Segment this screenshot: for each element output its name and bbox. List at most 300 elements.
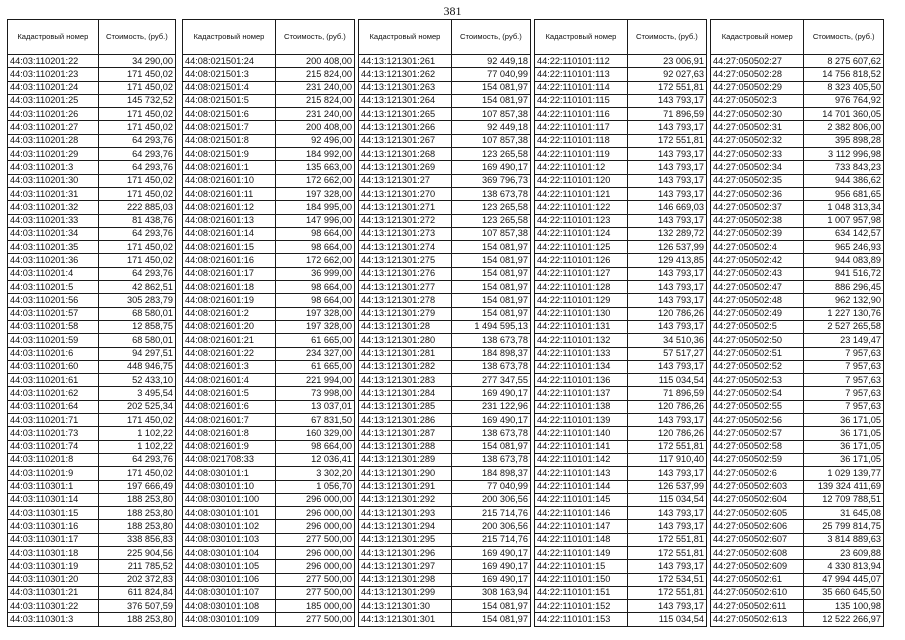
cadastral-number-cell: 44:08:021601:6 <box>183 400 276 413</box>
cost-cell: 941 516,72 <box>804 267 884 280</box>
cost-cell: 154 081,97 <box>451 613 530 626</box>
cost-cell: 172 551,81 <box>627 586 706 599</box>
table-row <box>8 320 176 333</box>
cadastral-number-cell: 44:13:121301:270 <box>359 187 452 200</box>
table-row <box>183 347 355 360</box>
table-row <box>535 560 707 573</box>
cadastral-number-cell: 44:08:021601:9 <box>183 440 276 453</box>
cost-cell: 154 081,97 <box>451 241 530 254</box>
cost-cell: 143 793,17 <box>627 507 706 520</box>
cost-cell: 64 293,76 <box>98 267 175 280</box>
cost-cell: 171 450,02 <box>98 254 175 267</box>
cadastral-number-cell: 44:03:110201:29 <box>8 148 99 161</box>
cost-cell: 94 297,51 <box>98 347 175 360</box>
table-row <box>8 294 176 307</box>
cadastral-number-cell: 44:13:121301:268 <box>359 148 452 161</box>
cadastral-number-cell: 44:13:121301:296 <box>359 546 452 559</box>
table-row <box>711 613 884 626</box>
cadastral-number-cell: 44:03:110201:28 <box>8 134 99 147</box>
cost-cell: 42 862,51 <box>98 281 175 294</box>
cost-cell: 172 551,81 <box>627 546 706 559</box>
cadastral-number-cell: 44:22:110101:146 <box>535 507 628 520</box>
table-row <box>8 586 176 599</box>
table-row <box>711 81 884 94</box>
table-row <box>8 68 176 81</box>
cadastral-number-cell: 44:08:030101:104 <box>183 546 276 559</box>
cadastral-number-cell: 44:27:050502:32 <box>711 134 804 147</box>
cost-cell: 221 994,00 <box>275 374 354 387</box>
cost-cell: 185 000,00 <box>275 600 354 613</box>
cost-cell: 169 490,17 <box>451 560 530 573</box>
cost-cell: 965 246,93 <box>804 241 884 254</box>
header-cadastral-number: Кадастровый номер <box>535 20 628 55</box>
table-row <box>359 453 531 466</box>
table-row <box>535 533 707 546</box>
table-row <box>183 94 355 107</box>
table-row <box>183 334 355 347</box>
table-row <box>535 254 707 267</box>
cadastral-number-cell: 44:27:050502:608 <box>711 546 804 559</box>
cost-cell: 34 290,00 <box>98 55 175 68</box>
cadastral-number-cell: 44:03:110201:57 <box>8 307 99 320</box>
cost-cell: 92 027,63 <box>627 68 706 81</box>
table-row <box>183 187 355 200</box>
cost-cell: 71 896,59 <box>627 108 706 121</box>
cadastral-number-cell: 44:27:050502:42 <box>711 254 804 267</box>
cadastral-number-cell: 44:13:121301:272 <box>359 214 452 227</box>
cost-cell: 369 796,73 <box>451 174 530 187</box>
cadastral-number-cell: 44:22:110101:144 <box>535 480 628 493</box>
cadastral-number-cell: 44:27:050502:57 <box>711 427 804 440</box>
cost-cell: 138 673,78 <box>451 360 530 373</box>
cadastral-number-cell: 44:27:050502:607 <box>711 533 804 546</box>
table-row <box>8 81 176 94</box>
cost-cell: 143 793,17 <box>627 360 706 373</box>
cost-cell: 64 293,76 <box>98 148 175 161</box>
table-row <box>359 360 531 373</box>
cost-cell: 338 856,83 <box>98 533 175 546</box>
cadastral-number-cell: 44:22:110101:118 <box>535 134 628 147</box>
cadastral-number-cell: 44:08:021601:5 <box>183 387 276 400</box>
table-row <box>183 254 355 267</box>
cadastral-number-cell: 44:27:050502:613 <box>711 613 804 626</box>
cadastral-number-cell: 44:27:050502:56 <box>711 414 804 427</box>
cost-cell: 25 799 814,75 <box>804 520 884 533</box>
table-row <box>359 546 531 559</box>
cost-cell: 1 102,22 <box>98 427 175 440</box>
table-row <box>711 187 884 200</box>
cadastral-number-cell: 44:13:121301:279 <box>359 307 452 320</box>
table-row <box>8 307 176 320</box>
table-row <box>711 360 884 373</box>
cadastral-number-cell: 44:27:050502:54 <box>711 387 804 400</box>
cost-cell: 1 227 130,76 <box>804 307 884 320</box>
cost-cell: 962 132,90 <box>804 294 884 307</box>
cadastral-number-cell: 44:08:021501:7 <box>183 121 276 134</box>
table-row <box>359 387 531 400</box>
cost-cell: 123 265,58 <box>451 214 530 227</box>
cadastral-number-cell: 44:03:110201:24 <box>8 81 99 94</box>
cost-cell: 12 858,75 <box>98 320 175 333</box>
table-row <box>359 586 531 599</box>
table-row <box>183 507 355 520</box>
cadastral-number-cell: 44:27:050502:47 <box>711 281 804 294</box>
cost-cell: 77 040,99 <box>451 480 530 493</box>
cadastral-number-cell: 44:13:121301:299 <box>359 586 452 599</box>
cadastral-number-cell: 44:08:021601:21 <box>183 334 276 347</box>
cadastral-number-cell: 44:13:121301:278 <box>359 294 452 307</box>
table-row <box>8 201 176 214</box>
table-row <box>8 121 176 134</box>
table-row <box>359 187 531 200</box>
cadastral-number-cell: 44:13:121301:293 <box>359 507 452 520</box>
cadastral-number-cell: 44:03:110201:22 <box>8 55 99 68</box>
cadastral-number-cell: 44:03:110201:33 <box>8 214 99 227</box>
cadastral-number-cell: 44:27:050502:48 <box>711 294 804 307</box>
cadastral-number-cell: 44:27:050502:27 <box>711 55 804 68</box>
cost-cell: 154 081,97 <box>451 267 530 280</box>
cost-cell: 92 496,00 <box>275 134 354 147</box>
cadastral-number-cell: 44:13:121301:266 <box>359 121 452 134</box>
cadastral-number-cell: 44:27:050502:58 <box>711 440 804 453</box>
cost-cell: 126 537,99 <box>627 480 706 493</box>
table-row <box>359 440 531 453</box>
cadastral-number-cell: 44:27:050502:49 <box>711 307 804 320</box>
cadastral-number-cell: 44:13:121301:271 <box>359 201 452 214</box>
table-row <box>183 586 355 599</box>
cost-cell: 202 372,83 <box>98 573 175 586</box>
cost-cell: 126 537,99 <box>627 241 706 254</box>
cadastral-number-cell: 44:08:021601:14 <box>183 227 276 240</box>
cadastral-number-cell: 44:03:110201:59 <box>8 334 99 347</box>
cadastral-number-cell: 44:03:110301:20 <box>8 573 99 586</box>
header-cost: Стоимость, (руб.) <box>275 20 354 55</box>
cadastral-number-cell: 44:27:050502:29 <box>711 81 804 94</box>
table-row <box>535 400 707 413</box>
cadastral-number-cell: 44:27:050502:31 <box>711 121 804 134</box>
table-row <box>359 254 531 267</box>
table-row <box>359 414 531 427</box>
header-cadastral-number: Кадастровый номер <box>359 20 452 55</box>
cost-cell: 277 347,55 <box>451 374 530 387</box>
cost-cell: 147 996,00 <box>275 214 354 227</box>
cost-cell: 143 793,17 <box>627 520 706 533</box>
cadastral-number-cell: 44:08:030101:10 <box>183 480 276 493</box>
table-row <box>711 560 884 573</box>
table-row <box>711 493 884 506</box>
cadastral-number-cell: 44:13:121301:277 <box>359 281 452 294</box>
cadastral-number-cell: 44:08:021601:15 <box>183 241 276 254</box>
table-row <box>359 400 531 413</box>
cadastral-number-cell: 44:22:110101:125 <box>535 241 628 254</box>
table-row <box>535 81 707 94</box>
cadastral-number-cell: 44:08:021601:7 <box>183 414 276 427</box>
cadastral-number-cell: 44:22:110101:131 <box>535 320 628 333</box>
cost-cell: 143 793,17 <box>627 294 706 307</box>
cadastral-number-cell: 44:27:050502:610 <box>711 586 804 599</box>
table-row <box>359 560 531 573</box>
table-row <box>711 307 884 320</box>
cadastral-number-cell: 44:22:110101:137 <box>535 387 628 400</box>
cost-cell: 188 253,80 <box>98 493 175 506</box>
cadastral-number-cell: 44:27:050502:36 <box>711 187 804 200</box>
cost-cell: 129 413,85 <box>627 254 706 267</box>
cadastral-number-cell: 44:08:021601:2 <box>183 307 276 320</box>
table-row <box>711 55 884 68</box>
cost-cell: 143 793,17 <box>627 161 706 174</box>
cost-cell: 98 664,00 <box>275 227 354 240</box>
cost-cell: 36 999,00 <box>275 267 354 280</box>
cost-cell: 171 450,02 <box>98 414 175 427</box>
cadastral-number-cell: 44:22:110101:148 <box>535 533 628 546</box>
table-row <box>359 267 531 280</box>
table-row <box>535 267 707 280</box>
table-row <box>535 281 707 294</box>
cadastral-number-cell: 44:22:110101:12 <box>535 161 628 174</box>
table-row <box>183 201 355 214</box>
cadastral-number-cell: 44:27:050502:604 <box>711 493 804 506</box>
cost-cell: 143 793,17 <box>627 320 706 333</box>
cost-cell: 215 714,76 <box>451 533 530 546</box>
table-row <box>183 148 355 161</box>
table-row <box>359 427 531 440</box>
cost-cell: 1 029 139,77 <box>804 467 884 480</box>
cost-cell: 200 408,00 <box>275 121 354 134</box>
table-row <box>359 520 531 533</box>
table-row <box>183 374 355 387</box>
cadastral-number-cell: 44:03:110301:3 <box>8 613 99 626</box>
table-row <box>8 600 176 613</box>
table-row <box>8 613 176 626</box>
cadastral-number-cell: 44:08:021601:12 <box>183 201 276 214</box>
cadastral-number-cell: 44:27:050502:38 <box>711 214 804 227</box>
cost-cell: 154 081,97 <box>451 94 530 107</box>
cost-cell: 107 857,38 <box>451 108 530 121</box>
cost-cell: 197 666,49 <box>98 480 175 493</box>
cadastral-number-cell: 44:27:050502:603 <box>711 480 804 493</box>
cost-cell: 36 171,05 <box>804 453 884 466</box>
cost-cell: 132 289,72 <box>627 227 706 240</box>
cost-cell: 634 142,57 <box>804 227 884 240</box>
table-row <box>711 467 884 480</box>
table-row <box>8 427 176 440</box>
table-row <box>183 520 355 533</box>
cadastral-number-cell: 44:03:110201:60 <box>8 360 99 373</box>
cadastral-number-cell: 44:27:050502:43 <box>711 267 804 280</box>
cadastral-number-cell: 44:22:110101:138 <box>535 400 628 413</box>
table-row <box>535 174 707 187</box>
table-row <box>359 214 531 227</box>
table-row <box>535 440 707 453</box>
table-row <box>8 281 176 294</box>
cost-cell: 200 306,56 <box>451 520 530 533</box>
cost-cell: 171 450,02 <box>98 174 175 187</box>
cost-cell: 14 756 818,52 <box>804 68 884 81</box>
table-row <box>8 573 176 586</box>
cadastral-number-cell: 44:27:050502:5 <box>711 320 804 333</box>
cadastral-number-cell: 44:03:110201:73 <box>8 427 99 440</box>
cost-cell: 7 957,63 <box>804 374 884 387</box>
table-row <box>183 134 355 147</box>
table-row <box>8 55 176 68</box>
table-row <box>8 347 176 360</box>
table-row <box>359 320 531 333</box>
table-row <box>183 387 355 400</box>
table-row <box>711 227 884 240</box>
cadastral-number-cell: 44:13:121301:281 <box>359 347 452 360</box>
cost-cell: 172 551,81 <box>627 533 706 546</box>
table-row <box>359 121 531 134</box>
cost-cell: 172 551,81 <box>627 440 706 453</box>
cadastral-number-cell: 44:03:110201:9 <box>8 467 99 480</box>
cadastral-number-cell: 44:22:110101:149 <box>535 546 628 559</box>
table-row <box>535 241 707 254</box>
cost-cell: 188 253,80 <box>98 520 175 533</box>
cost-cell: 886 296,45 <box>804 281 884 294</box>
cost-cell: 143 793,17 <box>627 414 706 427</box>
cadastral-number-cell: 44:08:021601:22 <box>183 347 276 360</box>
table-row <box>359 94 531 107</box>
table-row <box>8 334 176 347</box>
table-row <box>359 201 531 214</box>
cost-cell: 976 764,92 <box>804 94 884 107</box>
cost-cell: 184 995,00 <box>275 201 354 214</box>
cost-cell: 115 034,54 <box>627 613 706 626</box>
table-row <box>535 546 707 559</box>
cadastral-number-cell: 44:22:110101:128 <box>535 281 628 294</box>
cadastral-number-cell: 44:03:110201:25 <box>8 94 99 107</box>
cost-cell: 81 438,76 <box>98 214 175 227</box>
table-row <box>535 493 707 506</box>
cost-cell: 200 306,56 <box>451 493 530 506</box>
cost-cell: 308 163,94 <box>451 586 530 599</box>
cost-cell: 1 494 595,13 <box>451 320 530 333</box>
cadastral-number-cell: 44:08:021601:10 <box>183 174 276 187</box>
table-row <box>8 267 176 280</box>
cost-cell: 3 814 889,63 <box>804 533 884 546</box>
cost-cell: 139 324 411,69 <box>804 480 884 493</box>
cadastral-table <box>182 19 355 627</box>
cost-cell: 107 857,38 <box>451 134 530 147</box>
table-row <box>183 467 355 480</box>
table-row <box>535 347 707 360</box>
table-row <box>711 586 884 599</box>
cadastral-number-cell: 44:03:110301:1 <box>8 480 99 493</box>
cost-cell: 143 793,17 <box>627 148 706 161</box>
table-row <box>183 55 355 68</box>
table-row <box>359 81 531 94</box>
cost-cell: 172 551,81 <box>627 81 706 94</box>
table-row <box>535 134 707 147</box>
table-row <box>535 108 707 121</box>
cost-cell: 154 081,97 <box>451 281 530 294</box>
cadastral-number-cell: 44:22:110101:134 <box>535 360 628 373</box>
table-row <box>535 573 707 586</box>
cadastral-number-cell: 44:03:110201:31 <box>8 187 99 200</box>
cost-cell: 231 240,00 <box>275 81 354 94</box>
cadastral-number-cell: 44:13:121301:291 <box>359 480 452 493</box>
table-row <box>183 453 355 466</box>
cost-cell: 225 904,56 <box>98 546 175 559</box>
cadastral-number-cell: 44:22:110101:127 <box>535 267 628 280</box>
cost-cell: 1 007 957,98 <box>804 214 884 227</box>
table-row <box>535 334 707 347</box>
table-row <box>8 148 176 161</box>
cost-cell: 611 824,84 <box>98 586 175 599</box>
table-row <box>535 121 707 134</box>
cost-cell: 169 490,17 <box>451 387 530 400</box>
cost-cell: 64 293,76 <box>98 227 175 240</box>
table-row <box>359 493 531 506</box>
table-row <box>8 533 176 546</box>
cadastral-number-cell: 44:03:110301:16 <box>8 520 99 533</box>
table-row <box>711 546 884 559</box>
cost-cell: 35 660 645,50 <box>804 586 884 599</box>
cost-cell: 277 500,00 <box>275 613 354 626</box>
cost-cell: 277 500,00 <box>275 573 354 586</box>
table-row <box>8 560 176 573</box>
table-row <box>359 55 531 68</box>
cost-cell: 1 102,22 <box>98 440 175 453</box>
table-row <box>183 161 355 174</box>
table-row <box>711 374 884 387</box>
table-row <box>183 427 355 440</box>
cost-cell: 169 490,17 <box>451 414 530 427</box>
cost-cell: 154 081,97 <box>451 600 530 613</box>
cost-cell: 7 957,63 <box>804 347 884 360</box>
cost-cell: 143 793,17 <box>627 467 706 480</box>
table-row <box>711 453 884 466</box>
table-row <box>711 480 884 493</box>
cost-cell: 296 000,00 <box>275 520 354 533</box>
table-row <box>535 360 707 373</box>
cadastral-number-cell: 44:13:121301:283 <box>359 374 452 387</box>
cost-cell: 68 580,01 <box>98 334 175 347</box>
cadastral-number-cell: 44:13:121301:28 <box>359 320 452 333</box>
table-row <box>8 214 176 227</box>
table-row <box>535 94 707 107</box>
table-row <box>183 573 355 586</box>
cadastral-number-cell: 44:27:050502:53 <box>711 374 804 387</box>
cost-cell: 143 793,17 <box>627 174 706 187</box>
cost-cell: 12 036,41 <box>275 453 354 466</box>
cadastral-number-cell: 44:03:110201:56 <box>8 294 99 307</box>
cost-cell: 234 327,00 <box>275 347 354 360</box>
cost-cell: 98 664,00 <box>275 294 354 307</box>
cadastral-number-cell: 44:13:121301:264 <box>359 94 452 107</box>
cadastral-number-cell: 44:22:110101:124 <box>535 227 628 240</box>
table-row <box>535 427 707 440</box>
cost-cell: 64 293,76 <box>98 161 175 174</box>
cadastral-number-cell: 44:27:050502:52 <box>711 360 804 373</box>
cost-cell: 123 265,58 <box>451 201 530 214</box>
cost-cell: 2 527 265,58 <box>804 320 884 333</box>
table-row <box>711 254 884 267</box>
header-cadastral-number: Кадастровый номер <box>711 20 804 55</box>
cadastral-number-cell: 44:27:050502:39 <box>711 227 804 240</box>
cost-cell: 115 034,54 <box>627 493 706 506</box>
cadastral-number-cell: 44:22:110101:114 <box>535 81 628 94</box>
cadastral-number-cell: 44:22:110101:132 <box>535 334 628 347</box>
cadastral-number-cell: 44:22:110101:120 <box>535 174 628 187</box>
cost-cell: 36 171,05 <box>804 427 884 440</box>
cost-cell: 8 275 607,62 <box>804 55 884 68</box>
table-row <box>183 121 355 134</box>
cadastral-number-cell: 44:27:050502:35 <box>711 174 804 187</box>
cost-cell: 172 551,81 <box>627 134 706 147</box>
cadastral-number-cell: 44:08:021601:4 <box>183 374 276 387</box>
cadastral-number-cell: 44:22:110101:130 <box>535 307 628 320</box>
